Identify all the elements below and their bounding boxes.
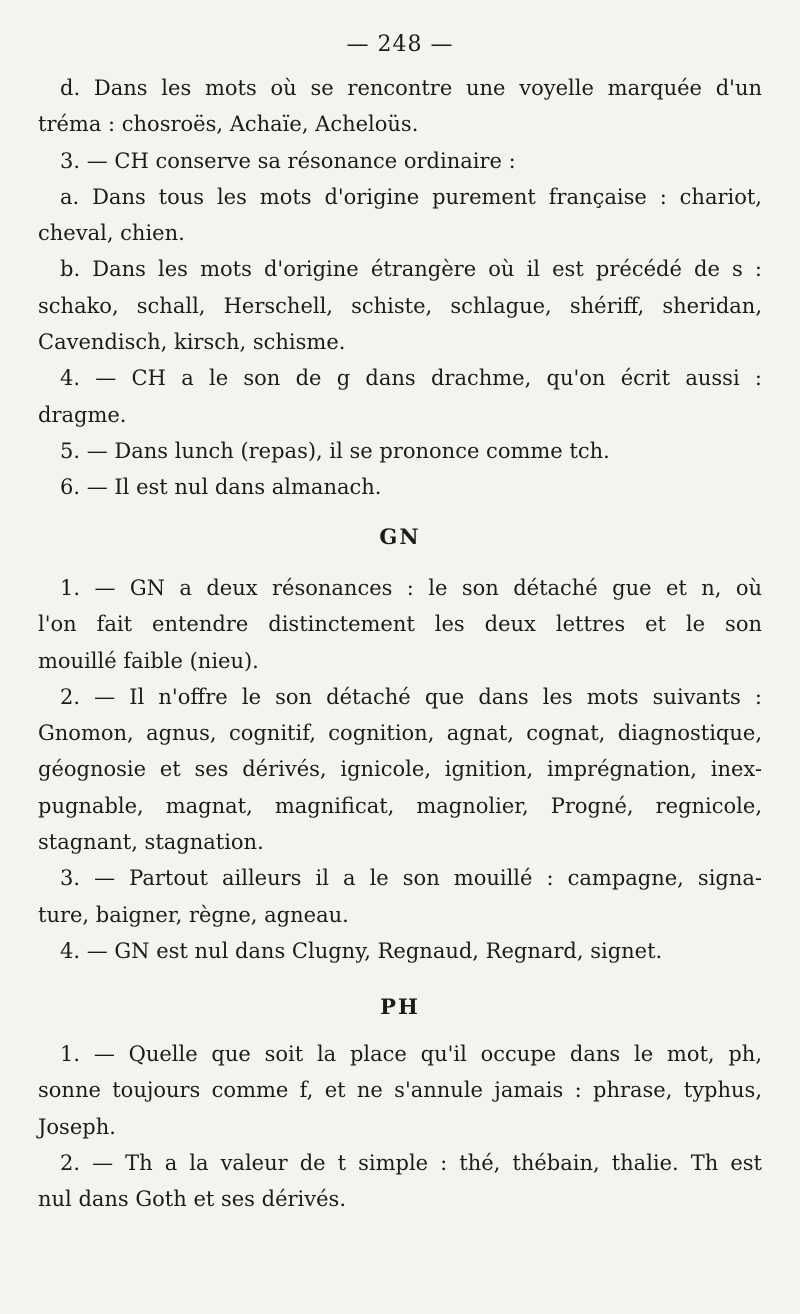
ch-section: [38, 70, 762, 506]
section-heading-ph: PH: [380, 994, 420, 1019]
text-line: sonne toujours comme f, et ne s'annule jamais : phrase, typhus,: [38, 1078, 762, 1103]
text-line: tréma : chosroës, Achaïe, Acheloüs.: [38, 112, 419, 137]
text-line: Gnomon, agnus, cognitif, cognition, agnat, cognat, diagnostique,: [38, 721, 762, 746]
page-number: — 248 —: [346, 32, 454, 57]
text-line: géognosie et ses dérivés, ignicole, ignition, imprégnation, inex-: [38, 757, 762, 782]
text-line: 2. — Th a la valeur de t simple : thé, thébain, thalie. Th est: [60, 1150, 762, 1175]
ph-section: [38, 1036, 762, 1217]
text-line: 4. — GN est nul dans Clugny, Regnaud, Regnard, signet.: [60, 938, 663, 963]
text-line: 4. — CH a le son de g dans drachme, qu'on écrit aussi :: [60, 366, 762, 391]
gn-section: [38, 570, 762, 969]
section-heading-gn: GN: [379, 524, 421, 549]
text-line: stagnant, stagnation.: [38, 830, 264, 855]
text-line: 1. — GN a deux résonances : le son détaché gue et n, où: [60, 576, 762, 600]
text-line: d. Dans les mots où se rencontre une voyelle marquée d'un: [60, 76, 762, 100]
text-line: 1. — Quelle que soit la place qu'il occupe dans le mot, ph,: [60, 1042, 762, 1066]
text-line: mouillé faible (nieu).: [38, 648, 259, 673]
text-line: 6. — Il est nul dans almanach.: [60, 475, 382, 500]
text-line: ture, baigner, règne, agneau.: [38, 902, 349, 927]
text-line: 3. — CH conserve sa résonance ordinaire :: [60, 148, 516, 173]
text-line: 5. — Dans lunch (repas), il se prononce comme tch.: [60, 438, 610, 463]
text-line: nul dans Goth et ses dérivés.: [38, 1187, 347, 1212]
text-line: Cavendisch, kirsch, schisme.: [38, 330, 346, 355]
text-line: 3. — Partout ailleurs il a le son mouillé : campagne, signa-: [60, 866, 762, 891]
text-line: dragme.: [38, 402, 127, 427]
text-line: Joseph.: [38, 1114, 116, 1139]
text-line: schako, schall, Herschell, schiste, schlague, shériff, sheridan,: [38, 293, 762, 318]
text-line: l'on fait entendre distinctement les deux lettres et le son: [38, 612, 762, 637]
text-line: cheval, chien.: [38, 221, 185, 246]
text-line: 2. — Il n'offre le son détaché que dans les mots suivants :: [60, 684, 762, 709]
text-line: a. Dans tous les mots d'origine purement française : chariot,: [60, 184, 762, 209]
text-line: b. Dans les mots d'origine étrangère où il est précédé de s :: [60, 257, 762, 282]
text-line: pugnable, magnat, magnificat, magnolier, Progné, regnicole,: [38, 793, 762, 818]
